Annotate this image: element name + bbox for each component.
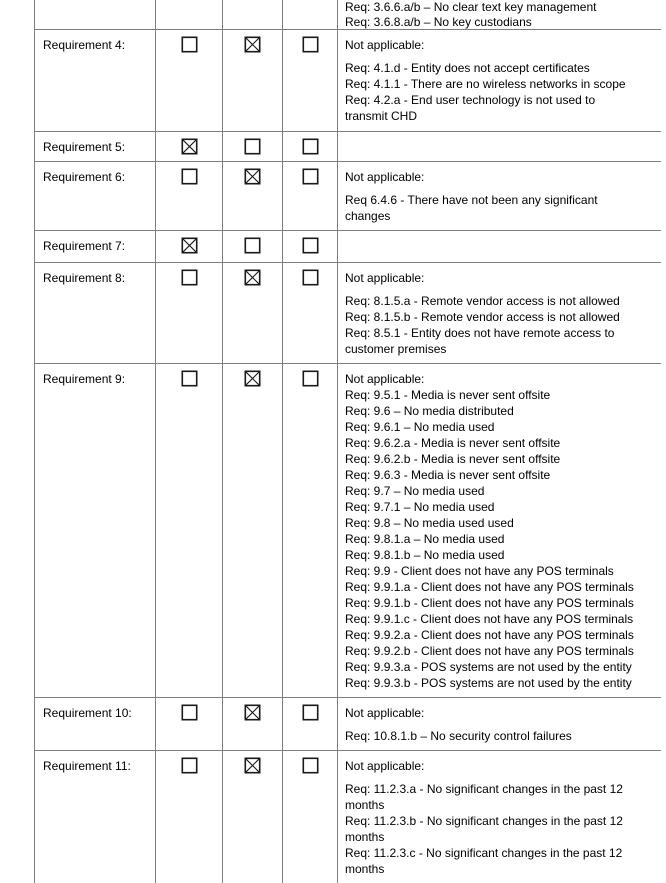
checkbox-cell	[283, 132, 338, 161]
detail-lines	[345, 387, 635, 691]
detail-lines	[345, 293, 635, 357]
checkbox-cell	[283, 231, 338, 262]
requirement-label: Requirement 7:	[43, 239, 126, 253]
checkbox[interactable]	[181, 269, 198, 286]
table-row	[35, 231, 661, 263]
checkbox-cell	[156, 751, 223, 883]
detail-lines	[345, 728, 635, 744]
table-row	[35, 132, 661, 162]
requirement-label: Requirement 10:	[43, 706, 132, 720]
unchecked-checkbox-icon	[181, 36, 198, 53]
details-cell	[338, 364, 661, 697]
checked-checkbox-icon	[244, 370, 261, 387]
detail-line: Req 6.4.6 - There have not been any significant changes	[345, 193, 598, 223]
detail-line: Req: 8.1.5.a - Remote vendor access is not allowed	[345, 294, 620, 308]
detail-line: Req: 3.6.6.a/b – No clear text key management	[345, 0, 597, 14]
detail-line: Req: 11.2.3.c - No significant changes in the past 12 months	[345, 846, 623, 876]
unchecked-checkbox-icon	[302, 36, 319, 53]
detail-line: Req: 9.6 – No media distributed	[345, 404, 514, 418]
detail-line: Req: 3.6.8.a/b – No key custodians	[345, 15, 532, 29]
requirement-label: Requirement 6:	[43, 170, 126, 184]
checkbox-cell	[283, 364, 338, 697]
detail-line: Req: 9.7.1 – No media used	[345, 500, 495, 514]
detail-line: Req: 9.9.3.b - POS systems are not used by the entity	[345, 676, 632, 690]
detail-line: Req: 9.9.2.a - Client does not have any POS terminals	[345, 628, 634, 642]
detail-line: Req: 9.9.1.b - Client does not have any POS terminals	[345, 596, 634, 610]
checkbox[interactable]	[181, 36, 198, 53]
unchecked-checkbox-icon	[181, 370, 198, 387]
checkbox-cell	[223, 263, 283, 363]
unchecked-checkbox-icon	[181, 704, 198, 721]
details-cell	[338, 132, 661, 161]
checkbox[interactable]	[302, 269, 319, 286]
checkbox-cell	[223, 162, 283, 230]
not-applicable-heading: Not applicable:	[345, 38, 425, 52]
details-cell	[338, 162, 661, 230]
checkbox-cell	[156, 162, 223, 230]
checked-checkbox-icon	[244, 168, 261, 185]
checkbox[interactable]	[244, 370, 261, 387]
unchecked-checkbox-icon	[302, 269, 319, 286]
table-row	[35, 30, 661, 132]
details-cell	[338, 30, 661, 131]
details-cell	[338, 263, 661, 363]
checkbox-cell	[223, 0, 283, 29]
detail-line: Req: 9.8 – No media used used	[345, 516, 514, 530]
checkbox-cell	[283, 263, 338, 363]
checkbox-cell	[283, 751, 338, 883]
checkbox-cell	[283, 0, 338, 29]
unchecked-checkbox-icon	[244, 237, 261, 254]
requirement-label: Requirement 5:	[43, 140, 126, 154]
requirement-label-cell	[35, 162, 156, 230]
detail-line: Req: 9.9.1.c - Client does not have any POS terminals	[345, 612, 634, 626]
checkbox-cell	[283, 698, 338, 750]
checkbox[interactable]	[302, 168, 319, 185]
detail-line: Req: 9.5.1 - Media is never sent offsite	[345, 388, 551, 402]
detail-line: Req: 9.7 – No media used	[345, 484, 485, 498]
not-applicable-heading: Not applicable:	[345, 706, 425, 720]
requirement-label-cell	[35, 263, 156, 363]
checkbox-cell	[156, 0, 223, 29]
detail-line: Req: 4.2.a - End user technology is not used to transmit CHD	[345, 93, 596, 123]
table-row	[35, 263, 661, 364]
requirement-label: Requirement 8:	[43, 271, 126, 285]
table-row	[35, 364, 661, 698]
detail-lines	[345, 0, 635, 30]
detail-line: Req: 9.6.2.b - Media is never sent offsite	[345, 452, 561, 466]
details-cell	[338, 231, 661, 262]
detail-line: Req: 11.2.3.b - No significant changes in the past 12 months	[345, 814, 623, 844]
checked-checkbox-icon	[244, 757, 261, 774]
unchecked-checkbox-icon	[302, 757, 319, 774]
checkbox[interactable]	[244, 237, 261, 254]
checkbox-cell	[223, 30, 283, 131]
checkbox-cell	[223, 751, 283, 883]
checkbox-cell	[223, 231, 283, 262]
checkbox[interactable]	[244, 36, 261, 53]
checkbox[interactable]	[244, 138, 261, 155]
requirement-label-cell	[35, 751, 156, 883]
detail-line: Req: 9.6.2.a - Media is never sent offsite	[345, 436, 561, 450]
details-cell	[338, 698, 661, 750]
checkbox[interactable]	[244, 757, 261, 774]
checked-checkbox-icon	[244, 269, 261, 286]
not-applicable-heading: Not applicable:	[345, 170, 425, 184]
unchecked-checkbox-icon	[244, 138, 261, 155]
checkbox[interactable]	[302, 704, 319, 721]
checkbox[interactable]	[244, 704, 261, 721]
not-applicable-heading: Not applicable:	[345, 271, 425, 285]
checked-checkbox-icon	[244, 704, 261, 721]
requirement-label-cell	[35, 364, 156, 697]
checkbox-cell	[156, 263, 223, 363]
checkbox-cell	[156, 30, 223, 131]
requirement-label-cell	[35, 698, 156, 750]
checkbox-cell	[156, 364, 223, 697]
checkbox-cell	[223, 364, 283, 697]
checkbox[interactable]	[244, 168, 261, 185]
checked-checkbox-icon	[244, 36, 261, 53]
unchecked-checkbox-icon	[302, 138, 319, 155]
unchecked-checkbox-icon	[181, 269, 198, 286]
detail-line: Req: 8.5.1 - Entity does not have remote access to customer premises	[345, 326, 615, 356]
table-row	[35, 162, 661, 231]
detail-line: Req: 11.2.3.a - No significant changes in the past 12 months	[345, 782, 623, 812]
detail-line: Req: 9.6.1 – No media used	[345, 420, 495, 434]
table-row	[35, 698, 661, 751]
unchecked-checkbox-icon	[302, 370, 319, 387]
checkbox[interactable]	[181, 704, 198, 721]
checked-checkbox-icon	[181, 138, 198, 155]
requirement-label-cell	[35, 0, 156, 29]
checkbox[interactable]	[181, 168, 198, 185]
detail-line: Req: 10.8.1.b – No security control failures	[345, 729, 572, 743]
checkbox-cell	[223, 698, 283, 750]
unchecked-checkbox-icon	[302, 168, 319, 185]
checkbox-cell	[156, 231, 223, 262]
table-row	[35, 0, 661, 30]
detail-lines	[345, 781, 635, 877]
detail-line: Req: 9.9.3.a - POS systems are not used by the entity	[345, 660, 632, 674]
unchecked-checkbox-icon	[181, 168, 198, 185]
detail-lines	[345, 192, 635, 224]
checkbox[interactable]	[302, 36, 319, 53]
requirement-label: Requirement 9:	[43, 372, 126, 386]
detail-line: Req: 9.8.1.a – No media used	[345, 532, 505, 546]
checkbox[interactable]	[302, 138, 319, 155]
unchecked-checkbox-icon	[181, 757, 198, 774]
checkbox-cell	[223, 132, 283, 161]
detail-line: Req: 8.1.5.b - Remote vendor access is not allowed	[345, 310, 620, 324]
not-applicable-heading: Not applicable:	[345, 759, 425, 773]
unchecked-checkbox-icon	[302, 237, 319, 254]
requirements-table	[34, 0, 661, 883]
checkbox[interactable]	[302, 370, 319, 387]
checkbox[interactable]	[181, 757, 198, 774]
checked-checkbox-icon	[181, 237, 198, 254]
checkbox-cell	[156, 698, 223, 750]
checkbox[interactable]	[181, 237, 198, 254]
checkbox[interactable]	[302, 757, 319, 774]
detail-line: Req: 4.1.1 - There are no wireless networks in scope	[345, 77, 626, 91]
requirement-label-cell	[35, 132, 156, 161]
requirement-label: Requirement 11:	[43, 759, 131, 773]
detail-line: Req: 9.9 - Client does not have any POS terminals	[345, 564, 614, 578]
checkbox[interactable]	[244, 269, 261, 286]
detail-lines	[345, 60, 635, 124]
checkbox[interactable]	[181, 138, 198, 155]
details-cell	[338, 751, 661, 883]
checkbox-cell	[283, 162, 338, 230]
checkbox-cell	[283, 30, 338, 131]
checkbox[interactable]	[302, 237, 319, 254]
detail-line: Req: 4.1.d - Entity does not accept certificates	[345, 61, 590, 75]
requirement-label: Requirement 4:	[43, 38, 126, 52]
requirement-label-cell	[35, 30, 156, 131]
detail-line: Req: 9.9.2.b - Client does not have any POS terminals	[345, 644, 634, 658]
requirement-label-cell	[35, 231, 156, 262]
details-cell	[338, 0, 661, 29]
checkbox[interactable]	[181, 370, 198, 387]
detail-line: Req: 9.8.1.b – No media used	[345, 548, 505, 562]
detail-line: Req: 9.9.1.a - Client does not have any POS terminals	[345, 580, 634, 594]
checkbox-cell	[156, 132, 223, 161]
unchecked-checkbox-icon	[302, 704, 319, 721]
not-applicable-heading: Not applicable:	[345, 372, 425, 386]
table-row	[35, 751, 661, 883]
detail-line: Req: 9.6.3 - Media is never sent offsite	[345, 468, 551, 482]
